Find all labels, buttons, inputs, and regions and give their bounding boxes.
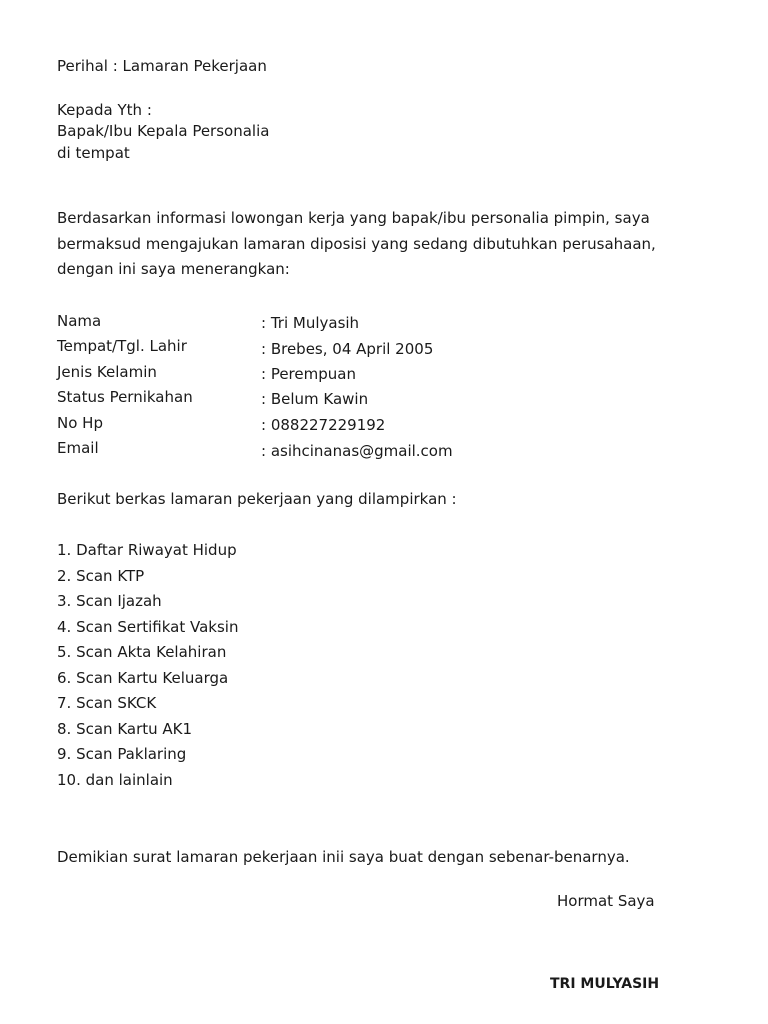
field-label-nama: Nama <box>57 312 102 330</box>
signature-name: TRI MULYASIH <box>550 976 660 992</box>
field-value-gender: : Perempuan <box>261 365 356 383</box>
recipient-line-1: Kepada Yth : <box>57 101 152 119</box>
attachment-item: 9. Scan Paklaring <box>57 745 187 763</box>
attachment-item: 2. Scan KTP <box>57 567 145 585</box>
field-value-status: : Belum Kawin <box>261 390 369 408</box>
attachment-item: 6. Scan Kartu Keluarga <box>57 669 229 687</box>
attachments-intro: Berikut berkas lamaran pekerjaan yang dilampirkan : <box>57 490 457 508</box>
field-value-ttl: : Brebes, 04 April 2005 <box>261 340 434 358</box>
field-label-phone: No Hp <box>57 414 103 432</box>
field-label-gender: Jenis Kelamin <box>57 363 157 381</box>
regards-text: Hormat Saya <box>557 892 655 910</box>
attachment-item: 10. dan lainlain <box>57 771 173 789</box>
attachment-item: 8. Scan Kartu AK1 <box>57 720 193 738</box>
field-label-email: Email <box>57 439 99 457</box>
letter-subject: Perihal : Lamaran Pekerjaan <box>57 57 267 75</box>
recipient-line-3: di tempat <box>57 144 130 162</box>
intro-line-3: dengan ini saya menerangkan: <box>57 260 290 278</box>
field-label-status: Status Pernikahan <box>57 388 193 406</box>
intro-line-1: Berdasarkan informasi lowongan kerja yang bapak/ibu personalia pimpin, saya <box>57 209 650 227</box>
recipient-line-2: Bapak/Ibu Kepala Personalia <box>57 122 270 140</box>
field-value-email: : asihcinanas@gmail.com <box>261 442 453 460</box>
field-value-phone: : 088227229192 <box>261 416 386 434</box>
attachment-item: 7. Scan SKCK <box>57 694 157 712</box>
attachment-item: 1. Daftar Riwayat Hidup <box>57 541 237 559</box>
intro-line-2: bermaksud mengajukan lamaran diposisi yang sedang dibutuhkan perusahaan, <box>57 235 656 253</box>
attachment-item: 4. Scan Sertifikat Vaksin <box>57 618 239 636</box>
attachment-item: 5. Scan Akta Kelahiran <box>57 643 227 661</box>
closing-statement: Demikian surat lamaran pekerjaan inii saya buat dengan sebenar-benarnya. <box>57 848 630 866</box>
attachment-item: 3. Scan Ijazah <box>57 592 162 610</box>
field-label-ttl: Tempat/Tgl. Lahir <box>57 337 187 355</box>
field-value-nama: : Tri Mulyasih <box>261 314 360 332</box>
